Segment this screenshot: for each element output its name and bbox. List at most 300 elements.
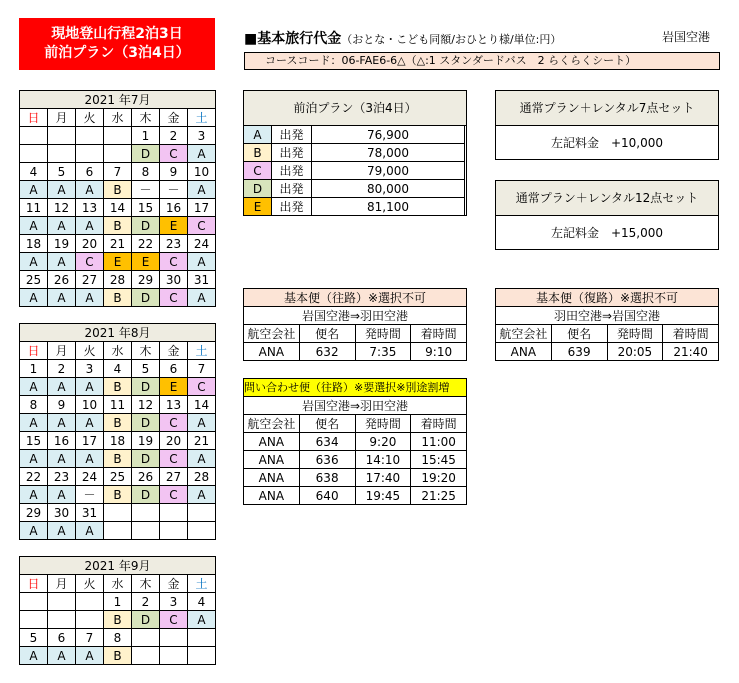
date-cell: 13 — [160, 396, 188, 414]
flight-cell: ANA — [244, 469, 300, 487]
price-code-cell: A — [76, 522, 104, 540]
price-code-cell: E — [160, 217, 188, 235]
price-code-cell: A — [48, 414, 76, 432]
weekday-row — [20, 575, 216, 593]
date-cell: 20 — [160, 432, 188, 450]
date-cell: 31 — [76, 504, 104, 522]
date-row — [20, 593, 216, 611]
code-row — [20, 217, 216, 235]
flight-col-header: 着時間 — [411, 325, 467, 343]
weekday-cell: 土 — [188, 342, 216, 360]
price-code-cell: A — [188, 289, 216, 307]
price-code-cell: C — [76, 253, 104, 271]
date-cell: 21 — [104, 235, 132, 253]
price-code-cell: A — [48, 522, 76, 540]
price-code-cell: A — [76, 450, 104, 468]
calendar-table — [19, 556, 216, 665]
price-code-cell: C — [160, 414, 188, 432]
weekday-row — [20, 342, 216, 360]
price-row — [244, 162, 465, 180]
flight-col-header-row — [244, 415, 467, 433]
flight-cell: 19:20 — [411, 469, 467, 487]
price-code-cell: B — [104, 486, 132, 504]
flight-title-row — [244, 379, 467, 397]
price-code-cell: A — [48, 647, 76, 665]
price-code-cell: A — [76, 289, 104, 307]
price-code-cell: － — [160, 181, 188, 199]
price-code-cell: A — [20, 378, 48, 396]
price-row — [244, 144, 465, 162]
price-code-cell: A — [76, 414, 104, 432]
date-row — [20, 468, 216, 486]
weekday-cell: 金 — [160, 109, 188, 127]
flight-cell: 639 — [551, 343, 607, 361]
date-cell: 23 — [160, 235, 188, 253]
rental-7-price: 左記料金 +10,000 — [550, 136, 664, 150]
price-table — [243, 90, 467, 216]
price-code-cell: A — [20, 181, 48, 199]
date-cell: 4 — [104, 360, 132, 378]
flight-route-row — [244, 397, 467, 415]
flight-cell: 636 — [299, 451, 355, 469]
date-cell — [76, 127, 104, 145]
price-code-cell: D — [132, 378, 160, 396]
code-row — [20, 145, 216, 163]
calendar-table — [19, 323, 216, 540]
date-cell: 31 — [188, 271, 216, 289]
date-row — [20, 127, 216, 145]
flight-col-header: 便名 — [299, 325, 355, 343]
weekday-cell: 月 — [48, 109, 76, 127]
calendar-september — [19, 556, 216, 665]
price-code-cell: C — [160, 253, 188, 271]
section-header — [244, 28, 561, 48]
price-code-cell: A — [188, 145, 216, 163]
flight-title: 基本便（往路）※選択不可 — [244, 289, 467, 307]
price-code-cell: A — [48, 486, 76, 504]
weekday-cell: 火 — [76, 575, 104, 593]
date-cell — [188, 504, 216, 522]
price-code-cell: A — [48, 450, 76, 468]
date-cell: 20 — [76, 235, 104, 253]
date-cell — [48, 127, 76, 145]
plan-title-line1: 現地登山行程2泊3日 — [51, 26, 183, 42]
rental-12-box — [495, 180, 719, 250]
price-code-cell: A — [188, 414, 216, 432]
calendar-table — [19, 90, 216, 307]
date-cell: 14 — [188, 396, 216, 414]
flight-cell: 19:45 — [355, 487, 411, 505]
price-code: D — [244, 180, 272, 198]
price-label: 出発 — [272, 144, 312, 162]
inbound-flight-table — [495, 288, 719, 361]
price-code-cell: D — [132, 450, 160, 468]
date-cell: 29 — [20, 504, 48, 522]
price-code-cell: D — [132, 289, 160, 307]
flight-col-header: 発時間 — [607, 325, 663, 343]
plan-title-box — [19, 18, 215, 70]
weekday-cell: 月 — [48, 342, 76, 360]
date-cell — [188, 629, 216, 647]
flight-cell: 11:00 — [411, 433, 467, 451]
flight-col-header: 発時間 — [355, 325, 411, 343]
rental-7-box — [495, 90, 719, 160]
inquiry-flight-table — [243, 378, 467, 505]
price-code-cell: A — [188, 611, 216, 629]
price-code-cell: B — [104, 450, 132, 468]
price-code: B — [244, 144, 272, 162]
date-cell: 24 — [76, 468, 104, 486]
date-row — [20, 629, 216, 647]
price-code-cell: C — [160, 289, 188, 307]
flight-col-header: 着時間 — [411, 415, 467, 433]
weekday-cell: 火 — [76, 342, 104, 360]
date-cell: 6 — [160, 360, 188, 378]
price-code-cell — [20, 145, 48, 163]
price-code-cell — [160, 522, 188, 540]
calendar-august — [19, 323, 216, 540]
weekday-cell: 木 — [132, 342, 160, 360]
price-row — [244, 180, 465, 198]
price-code: E — [244, 198, 272, 216]
price-code-cell: B — [104, 181, 132, 199]
code-row — [20, 611, 216, 629]
date-cell: 27 — [76, 271, 104, 289]
price-label: 出発 — [272, 198, 312, 216]
weekday-cell: 金 — [160, 342, 188, 360]
calendar-title-row — [20, 324, 216, 342]
date-cell — [20, 127, 48, 145]
date-cell: 25 — [104, 468, 132, 486]
outbound-flight-table — [243, 288, 467, 361]
weekday-cell: 水 — [104, 575, 132, 593]
flight-row — [244, 433, 467, 451]
price-code-cell: C — [188, 378, 216, 396]
flight-col-header: 航空会社 — [496, 325, 552, 343]
date-cell — [20, 593, 48, 611]
calendar-title: 2021 年7月 — [20, 91, 216, 109]
date-cell: 30 — [48, 504, 76, 522]
price-code-cell: B — [104, 289, 132, 307]
date-cell: 24 — [188, 235, 216, 253]
price-code-cell: B — [104, 217, 132, 235]
price-code-cell: A — [20, 217, 48, 235]
weekday-cell: 木 — [132, 575, 160, 593]
date-cell: 25 — [20, 271, 48, 289]
price-code-cell: A — [20, 486, 48, 504]
price-code-cell: A — [76, 217, 104, 235]
date-cell: 5 — [20, 629, 48, 647]
price-code-cell: － — [76, 486, 104, 504]
date-cell: 5 — [48, 163, 76, 181]
weekday-cell: 水 — [104, 342, 132, 360]
flight-col-header: 航空会社 — [244, 325, 300, 343]
date-cell: 22 — [132, 235, 160, 253]
weekday-cell: 月 — [48, 575, 76, 593]
flight-cell: 638 — [299, 469, 355, 487]
price-code-cell: E — [132, 253, 160, 271]
price-value: 79,000 — [312, 162, 465, 180]
date-cell: 15 — [20, 432, 48, 450]
date-cell: 8 — [132, 163, 160, 181]
date-row — [20, 360, 216, 378]
date-cell: 6 — [76, 163, 104, 181]
weekday-cell: 日 — [20, 575, 48, 593]
code-row — [20, 414, 216, 432]
weekday-cell: 土 — [188, 575, 216, 593]
date-cell: 3 — [160, 593, 188, 611]
flight-route: 羽田空港⇒岩国空港 — [496, 307, 719, 325]
flight-title-row — [496, 289, 719, 307]
date-cell: 19 — [48, 235, 76, 253]
flight-col-header-row — [244, 325, 467, 343]
price-code-cell — [160, 647, 188, 665]
price-code-cell: B — [104, 378, 132, 396]
date-cell — [132, 629, 160, 647]
date-cell: 2 — [132, 593, 160, 611]
flight-row — [244, 487, 467, 505]
flight-route: 岩国空港⇒羽田空港 — [244, 397, 467, 415]
date-cell: 2 — [48, 360, 76, 378]
date-cell: 8 — [20, 396, 48, 414]
flight-route-row — [244, 307, 467, 325]
price-code-cell — [188, 522, 216, 540]
flight-cell: 21:40 — [663, 343, 719, 361]
date-cell: 22 — [20, 468, 48, 486]
date-row — [20, 271, 216, 289]
flight-cell: 14:10 — [355, 451, 411, 469]
date-cell: 7 — [76, 629, 104, 647]
price-code-cell: D — [132, 414, 160, 432]
header-main: ■基本旅行代金 — [244, 31, 342, 47]
date-cell: 23 — [48, 468, 76, 486]
price-code-cell: A — [188, 253, 216, 271]
price-code-cell — [76, 611, 104, 629]
price-code-cell: A — [20, 289, 48, 307]
flight-col-header: 航空会社 — [244, 415, 300, 433]
price-code-cell — [48, 145, 76, 163]
flight-cell: ANA — [496, 343, 552, 361]
date-cell: 7 — [188, 360, 216, 378]
price-code-cell: C — [160, 450, 188, 468]
date-cell: 11 — [104, 396, 132, 414]
flight-col-header: 便名 — [299, 415, 355, 433]
price-label: 出発 — [272, 180, 312, 198]
date-cell: 14 — [104, 199, 132, 217]
date-cell: 29 — [132, 271, 160, 289]
price-code-cell: E — [160, 378, 188, 396]
date-cell — [132, 504, 160, 522]
rental-7-title: 通常プラン＋レンタル7点セット — [496, 91, 718, 126]
date-cell: 4 — [20, 163, 48, 181]
price-code-cell: A — [20, 522, 48, 540]
flight-cell: ANA — [244, 433, 300, 451]
flight-cell: 21:25 — [411, 487, 467, 505]
date-cell: 28 — [104, 271, 132, 289]
price-code-cell: B — [104, 414, 132, 432]
rental-12-price: 左記料金 +15,000 — [550, 226, 664, 240]
flight-col-header-row — [496, 325, 719, 343]
date-cell: 21 — [188, 432, 216, 450]
price-code-cell: A — [20, 414, 48, 432]
date-cell: 10 — [76, 396, 104, 414]
code-row — [20, 647, 216, 665]
flight-cell: 15:45 — [411, 451, 467, 469]
price-value: 76,900 — [312, 126, 465, 144]
date-cell: 17 — [76, 432, 104, 450]
departure-airport: 岩国空港 — [662, 30, 711, 44]
date-cell — [76, 593, 104, 611]
price-code-cell — [104, 145, 132, 163]
price-code-cell: A — [20, 450, 48, 468]
date-cell: 27 — [160, 468, 188, 486]
price-code-cell: A — [48, 217, 76, 235]
price-code-cell — [76, 145, 104, 163]
weekday-cell: 火 — [76, 109, 104, 127]
date-cell: 15 — [132, 199, 160, 217]
price-code-cell: A — [20, 647, 48, 665]
code-row — [20, 378, 216, 396]
weekday-cell: 土 — [188, 109, 216, 127]
date-cell: 3 — [76, 360, 104, 378]
header-sub: （おとな・こども同額/おひとり様/単位:円） — [341, 33, 562, 46]
date-cell — [48, 593, 76, 611]
calendar-title-row — [20, 91, 216, 109]
code-row — [20, 450, 216, 468]
price-code-cell: A — [20, 253, 48, 271]
date-cell: 1 — [20, 360, 48, 378]
code-row — [20, 181, 216, 199]
flight-cell: 634 — [299, 433, 355, 451]
calendar-title-row — [20, 557, 216, 575]
date-cell: 28 — [188, 468, 216, 486]
date-cell: 12 — [48, 199, 76, 217]
flight-cell: ANA — [244, 451, 300, 469]
flight-title: 基本便（復路）※選択不可 — [496, 289, 719, 307]
price-code-cell — [48, 611, 76, 629]
price-code-cell: D — [132, 486, 160, 504]
price-code-cell: C — [188, 217, 216, 235]
flight-route-row — [496, 307, 719, 325]
date-cell: 18 — [104, 432, 132, 450]
flight-row — [244, 451, 467, 469]
date-cell: 16 — [48, 432, 76, 450]
price-code-cell: A — [76, 181, 104, 199]
flight-cell: 7:35 — [355, 343, 411, 361]
date-cell — [160, 504, 188, 522]
price-row — [244, 198, 465, 216]
flight-col-header: 着時間 — [663, 325, 719, 343]
flight-title: 問い合わせ便（往路）※要選択※別途割増 — [244, 379, 467, 397]
calendar-title: 2021 年9月 — [20, 557, 216, 575]
date-cell: 17 — [188, 199, 216, 217]
price-table-title: 前泊プラン（3泊4日） — [244, 91, 466, 126]
date-cell: 9 — [160, 163, 188, 181]
date-cell: 13 — [76, 199, 104, 217]
date-row — [20, 504, 216, 522]
flight-route: 岩国空港⇒羽田空港 — [244, 307, 467, 325]
price-code-cell: A — [48, 378, 76, 396]
date-row — [20, 199, 216, 217]
date-cell: 3 — [188, 127, 216, 145]
code-row — [20, 289, 216, 307]
price-code-cell: D — [132, 611, 160, 629]
price-code-cell: B — [104, 611, 132, 629]
date-cell: 5 — [132, 360, 160, 378]
price-code-cell: D — [132, 145, 160, 163]
price-code-cell — [132, 647, 160, 665]
flight-row — [244, 343, 467, 361]
flight-cell: ANA — [244, 343, 300, 361]
date-cell — [160, 629, 188, 647]
date-cell: 26 — [132, 468, 160, 486]
price-code-cell — [132, 522, 160, 540]
price-code-cell: A — [48, 289, 76, 307]
flight-cell: ANA — [244, 487, 300, 505]
price-code-cell — [20, 611, 48, 629]
calendar-title: 2021 年8月 — [20, 324, 216, 342]
rental-12-title: 通常プラン＋レンタル12点セット — [496, 181, 718, 216]
date-row — [20, 163, 216, 181]
price-code: A — [244, 126, 272, 144]
weekday-cell: 水 — [104, 109, 132, 127]
price-code-cell: A — [188, 181, 216, 199]
course-code: コースコード：06-FAE6-6△（△:1 スタンダードバス 2 らくらくシート） — [244, 52, 720, 70]
flight-cell: 9:20 — [355, 433, 411, 451]
flight-col-header: 発時間 — [355, 415, 411, 433]
date-row — [20, 432, 216, 450]
flight-cell: 640 — [299, 487, 355, 505]
date-cell: 16 — [160, 199, 188, 217]
date-cell: 8 — [104, 629, 132, 647]
price-code-cell: A — [76, 647, 104, 665]
price-value: 80,000 — [312, 180, 465, 198]
date-row — [20, 235, 216, 253]
flight-cell: 632 — [299, 343, 355, 361]
price-code-cell: － — [132, 181, 160, 199]
code-row — [20, 522, 216, 540]
date-cell: 9 — [48, 396, 76, 414]
date-cell: 12 — [132, 396, 160, 414]
date-cell: 26 — [48, 271, 76, 289]
code-row — [20, 253, 216, 271]
date-cell: 19 — [132, 432, 160, 450]
price-code-cell — [188, 647, 216, 665]
flight-row — [496, 343, 719, 361]
price-value: 78,000 — [312, 144, 465, 162]
calendar-july — [19, 90, 216, 307]
date-cell: 11 — [20, 199, 48, 217]
date-cell — [104, 127, 132, 145]
price-code-cell — [104, 522, 132, 540]
date-cell: 4 — [188, 593, 216, 611]
price-code-cell: A — [188, 450, 216, 468]
date-cell: 30 — [160, 271, 188, 289]
weekday-cell: 金 — [160, 575, 188, 593]
price-code-cell: C — [160, 611, 188, 629]
price-code-cell: A — [48, 181, 76, 199]
date-cell: 1 — [132, 127, 160, 145]
date-cell: 18 — [20, 235, 48, 253]
price-code-cell: A — [48, 253, 76, 271]
weekday-row — [20, 109, 216, 127]
price-code-cell: A — [76, 378, 104, 396]
weekday-cell: 木 — [132, 109, 160, 127]
flight-title-row — [244, 289, 467, 307]
price-code-cell: C — [160, 145, 188, 163]
flight-cell: 9:10 — [411, 343, 467, 361]
price-code-cell: A — [188, 486, 216, 504]
